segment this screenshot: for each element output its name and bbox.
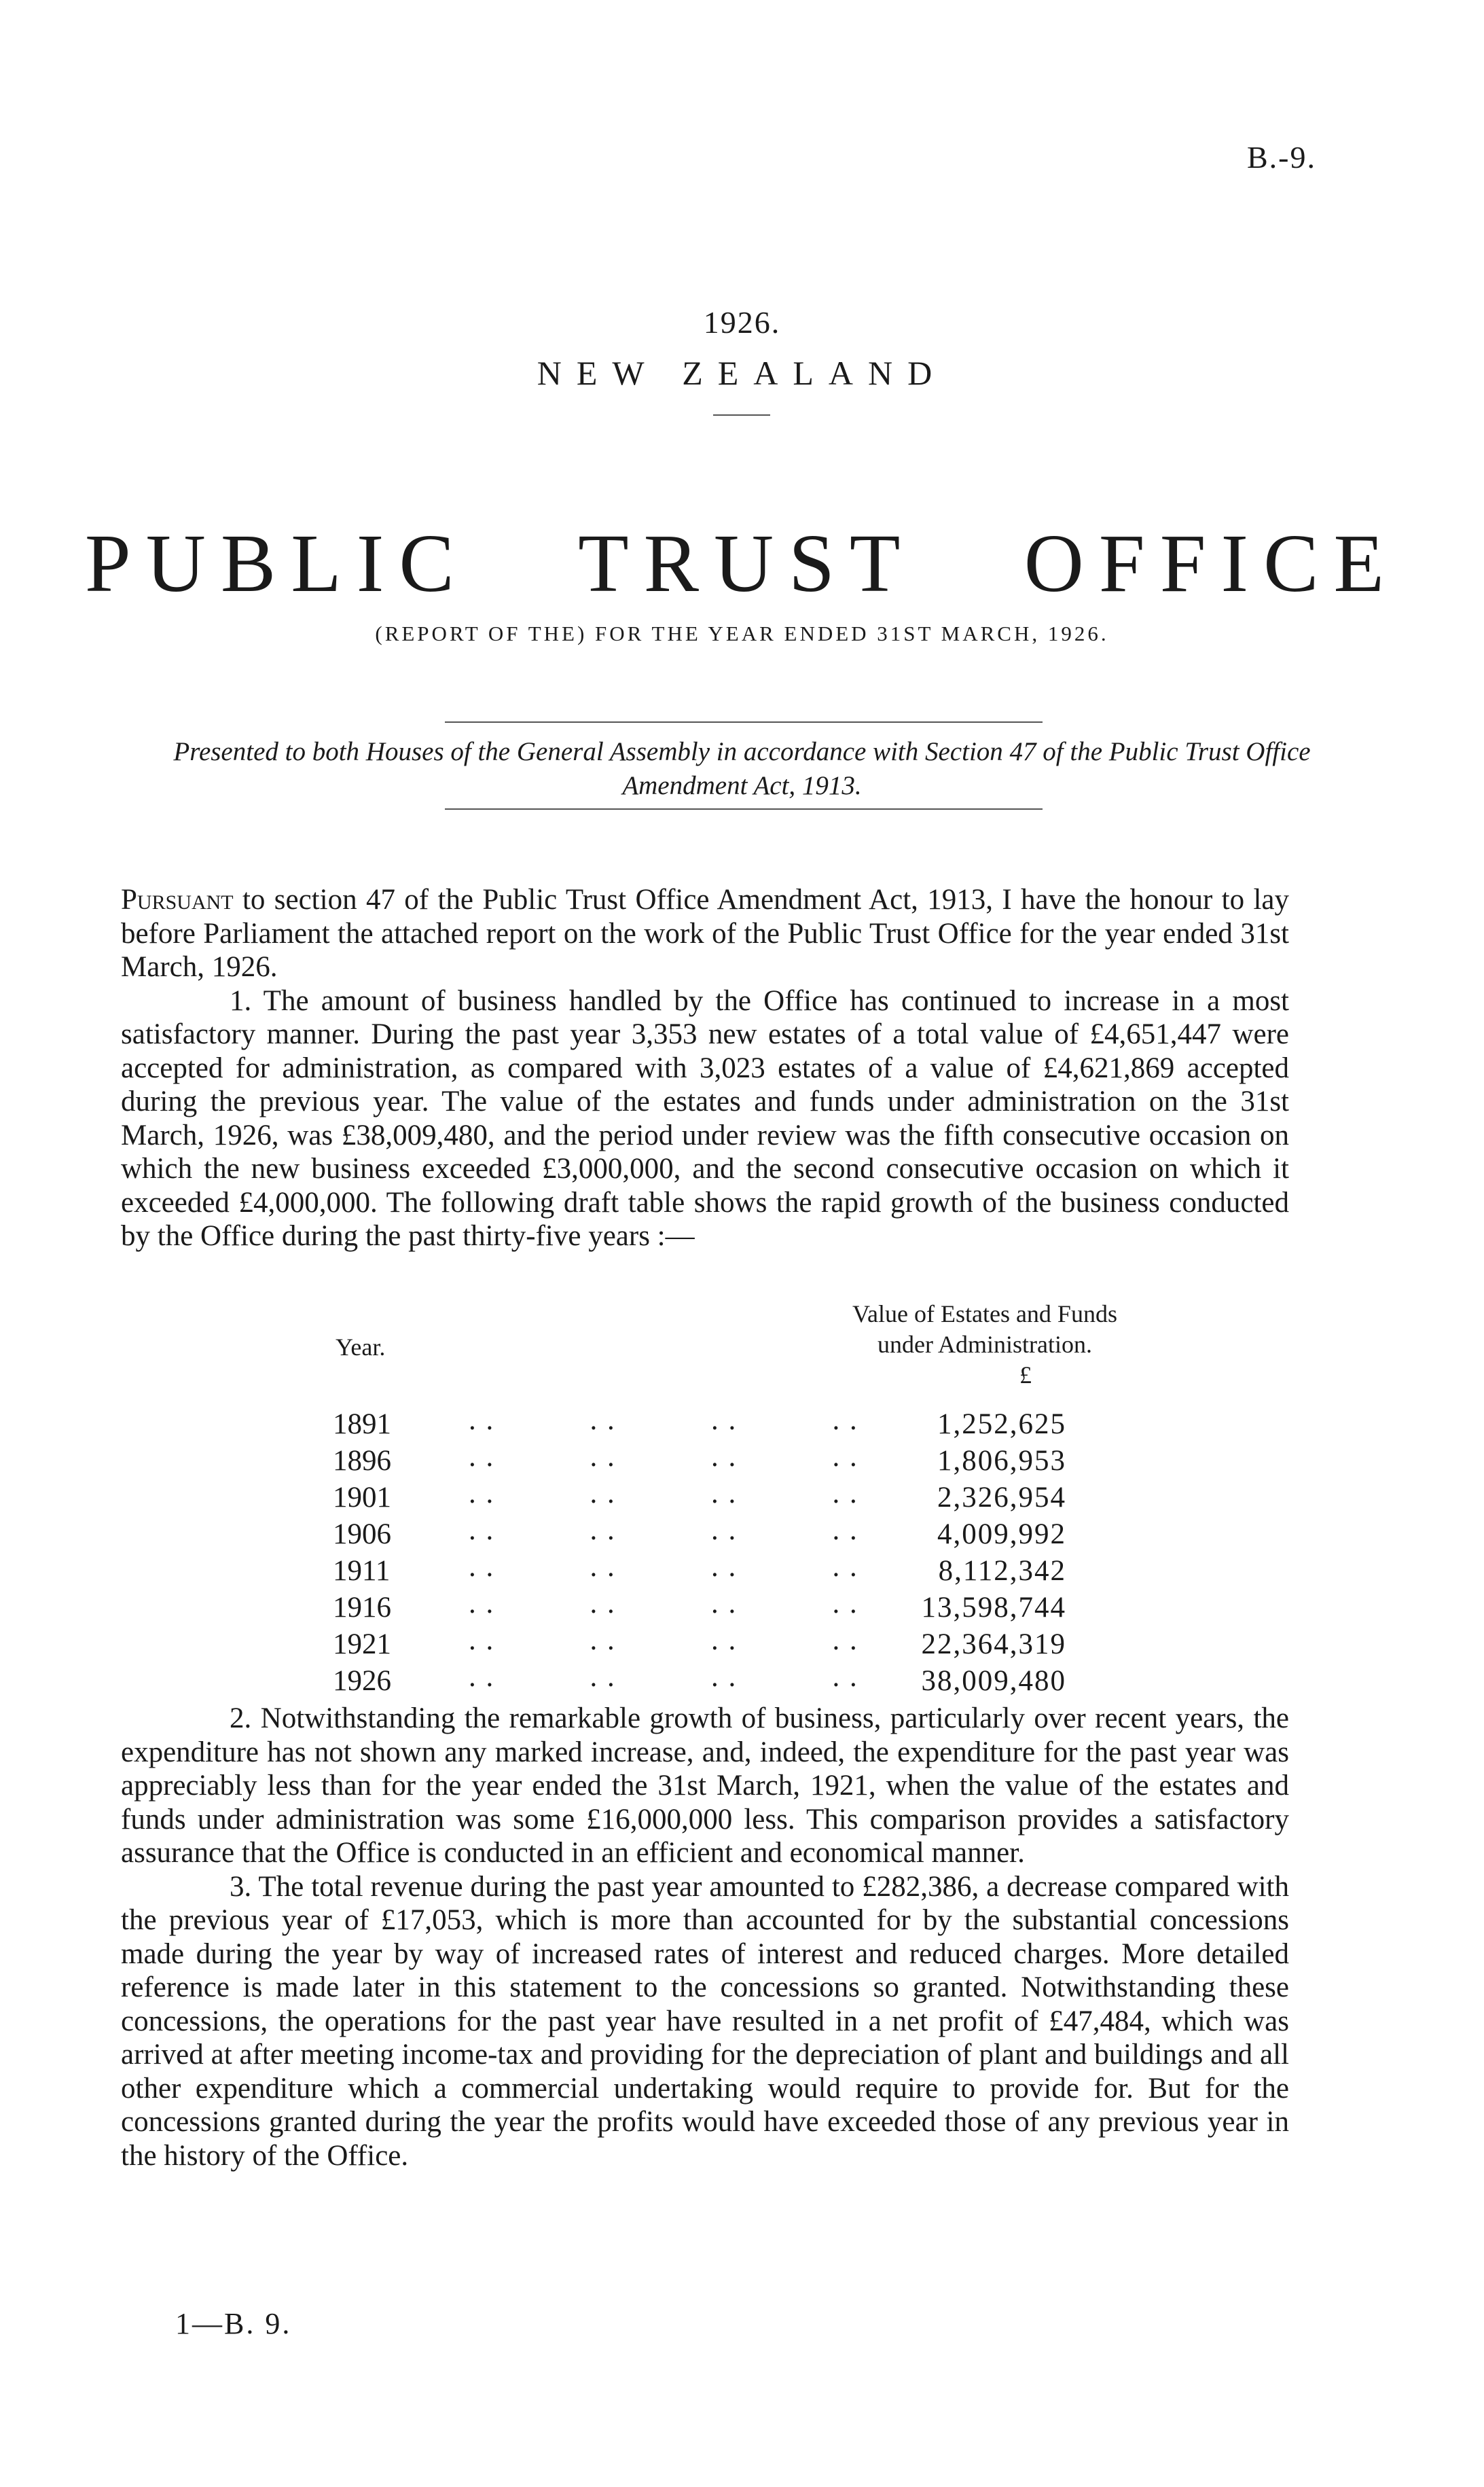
growth-table — [333, 1299, 1168, 1701]
row-value: 1,252,625 — [937, 1408, 1066, 1440]
row-year: 1926 — [333, 1665, 391, 1697]
leader-dots: . . . . . . . . — [469, 1478, 858, 1509]
table-row — [333, 1588, 1168, 1628]
leader-dots: . . . . . . . . — [469, 1624, 858, 1656]
intro-section — [121, 883, 1289, 1253]
table-header — [333, 1299, 1168, 1408]
row-value: 8,112,342 — [938, 1555, 1066, 1587]
row-year: 1896 — [333, 1445, 391, 1477]
row-year: 1901 — [333, 1482, 391, 1514]
row-value: 4,009,992 — [937, 1518, 1066, 1550]
table-row — [333, 1514, 1168, 1554]
leader-dots: . . . . . . . . — [469, 1404, 858, 1436]
column-header-year: Year. — [336, 1334, 386, 1361]
leader-dots: . . . . . . . . — [469, 1441, 858, 1473]
document-title: PUBLIC TRUST OFFICE — [84, 518, 1400, 609]
table-row — [333, 1404, 1168, 1444]
row-value: 38,009,480 — [921, 1665, 1066, 1697]
table-body — [333, 1404, 1168, 1701]
presentation-note: Presented to both Houses of the General Assembly in accordance with Section 47 of the Public Trust Office Amendment Act, 1913. — [173, 737, 1311, 800]
intro-first-word: Pursuant — [121, 884, 234, 916]
table-row — [333, 1661, 1168, 1701]
table-row — [333, 1441, 1168, 1481]
row-year: 1911 — [333, 1555, 391, 1587]
paragraph-2: 2. Notwithstanding the remarkable growth of business, particularly over recent years, the expenditure has not shown any marked increase, and, indeed, the expenditure for the past year was appreciably less than for the year ended the 31st March, 1921, when the value of the estates and funds under administration was some £16,000,000 less. This comparison provides a satisfactory assurance that the Office is conducted in an efficient and economical manner. — [121, 1702, 1289, 1869]
page-reference: B.-9. — [1247, 140, 1316, 175]
leader-dots: . . . . . . . . — [469, 1588, 858, 1620]
table-row — [333, 1478, 1168, 1518]
document-subtitle: (REPORT OF THE) FOR THE YEAR ENDED 31ST MARCH, 1926. — [375, 622, 1109, 645]
row-year: 1891 — [333, 1408, 391, 1440]
divider-bottom — [445, 808, 1043, 810]
row-year: 1916 — [333, 1592, 391, 1624]
intro-text: to section 47 of the Public Trust Office Amendment Act, 1913, I have the honour to lay before Parliament the attached report on the work of the Public Trust Office for the year ended 31st March, 1926. — [121, 884, 1289, 983]
paragraph-1: 1. The amount of business handled by the Office has continued to increase in a most satisfactory manner. During the past year 3,353 new estates of a total value of £4,651,447 were accepted for administration, as compared with 3,023 estates of a value of £4,621,869 accepted during the previous year. The value of the estates and funds under administration on the 31st March, 1926, was £38,009,480, and the period under review was the fifth consecutive occasion on which the new business exceeded £3,000,000, and the second consecutive occasion on which it exceeded £4,000,000. The following draft table shows the rapid growth of the business conducted by the Office during the past thirty-five years :— — [121, 984, 1289, 1252]
row-year: 1921 — [333, 1628, 391, 1660]
paragraph-3: 3. The total revenue during the past year amounted to £282,386, a decrease compared with the previous year of £17,053, which is more than accounted for by the substantial concessions made during the year by way of increased rates of interest and reduced charges. More detailed reference is made later in this statement to the concessions so granted. Notwithstanding these concessions, the operations for the past year have resulted in a net profit of £47,484, which was arrived at after meeting income-tax and providing for the depreciation of plant and buildings and all other expenditure which a commercial undertaking would require to provide for. But for the concessions granted during the year the profits would have exceeded those of any previous year in the history of the Office. — [121, 1870, 1289, 2172]
leader-dots: . . . . . . . . — [469, 1551, 858, 1583]
leader-dots: . . . . . . . . — [469, 1661, 858, 1693]
row-value: 2,326,954 — [937, 1482, 1066, 1514]
column-header-value — [801, 1299, 1168, 1391]
body-section — [121, 1702, 1289, 2172]
short-divider — [713, 414, 770, 416]
intro-paragraph — [121, 883, 1289, 984]
row-value: 1,806,953 — [937, 1445, 1066, 1477]
currency-symbol: £ — [1019, 1361, 1032, 1389]
column-header-value-line1: Value of Estates and Funds — [852, 1300, 1117, 1327]
divider-top — [445, 721, 1043, 723]
column-header-value-line2: under Administration. — [877, 1331, 1092, 1358]
row-value: 22,364,319 — [921, 1628, 1066, 1660]
country-heading: NEW ZEALAND — [537, 354, 947, 392]
row-year: 1906 — [333, 1518, 391, 1550]
table-row — [333, 1624, 1168, 1664]
footer-reference: 1—B. 9. — [175, 2307, 292, 2340]
row-value: 13,598,744 — [921, 1592, 1066, 1624]
report-year: 1926. — [703, 305, 781, 340]
table-row — [333, 1551, 1168, 1591]
leader-dots: . . . . . . . . — [469, 1514, 858, 1546]
